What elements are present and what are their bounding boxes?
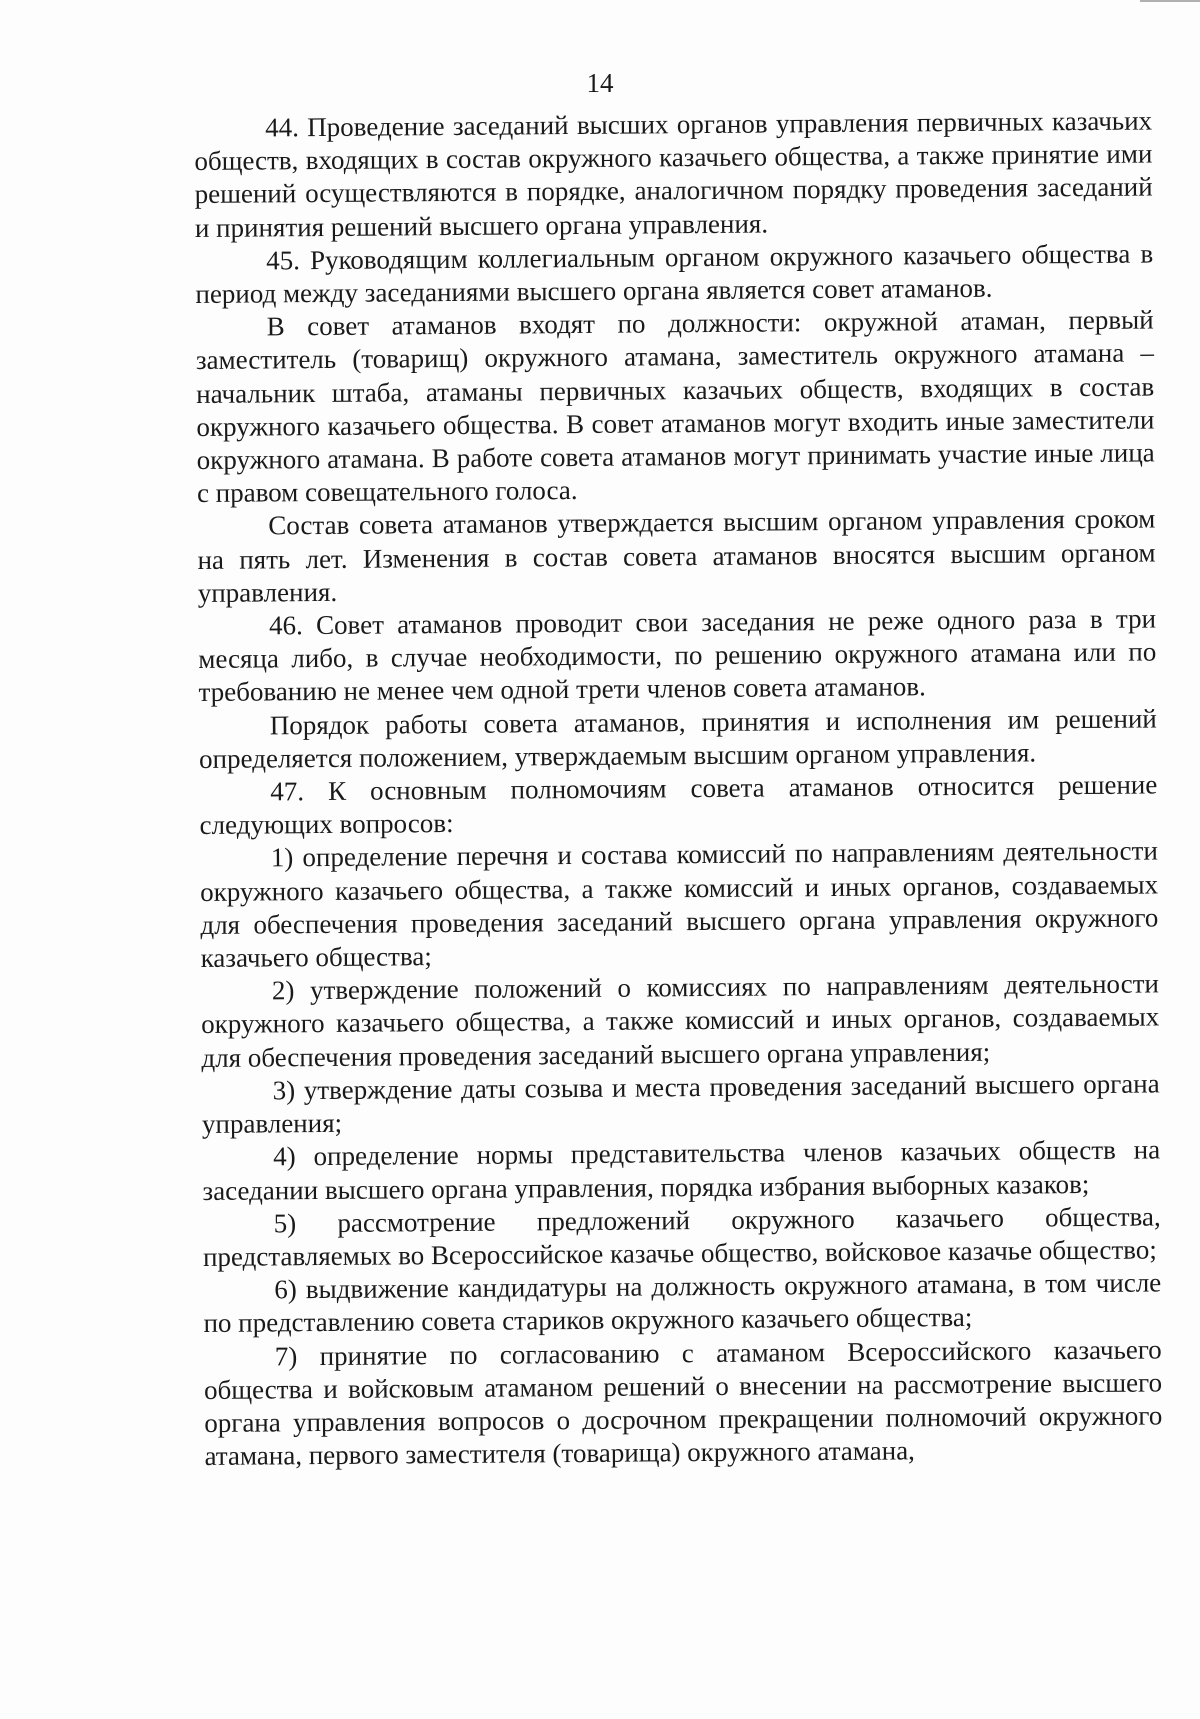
page-number: 14: [586, 68, 614, 98]
list-item-2: 2) утверждение положений о комиссиях по направлениям деятельности окружного казачьего общества, а также комиссий и иных органов, создаваемых для обеспечения проведения заседаний высшего органа управления;: [201, 968, 1160, 1073]
paragraph-council-composition: Состав совета атаманов утверждается высшим органом управления сроком на пять лет. Изменения в состав совета атаманов вносятся высшим органом управления.: [197, 503, 1156, 608]
paragraph-45: 45. Руководящим коллегиальным органом окружного казачьего общества в период между заседаниями высшего органа является совет атаманов.: [195, 238, 1154, 310]
list-item-5: 5) рассмотрение предложений окружного казачьего общества, представляемых во Всероссийское казачье общество, войсковое казачье общество;: [202, 1201, 1161, 1272]
document-body: [194, 104, 1163, 1473]
list-item-4: 4) определение нормы представительства членов казачьих обществ на заседании высшего органа управления, порядка избрания выборных казаков;: [202, 1134, 1161, 1206]
paragraph-46: 46. Совет атаманов проводит свои заседания не реже одного раза в три месяца либо, в случае необходимости, по решению окружного атамана или по требованию не менее чем одной трети членов совета атаманов.: [198, 603, 1157, 708]
scan-edge-mark: [1140, 0, 1200, 2]
paragraph-47: 47. К основным полномочиям совета атаманов относится решение следующих вопросов:: [199, 769, 1158, 841]
list-item-7: 7) принятие по согласованию с атаманом Всероссийского казачьего общества и войсковым атаманом решений о внесении на рассмотрение высшего органа управления вопросов о досрочном прекращении полномочий окружного атамана, первого заместителя (товарища) окружного атамана,: [203, 1333, 1163, 1472]
paragraph-council-members: В совет атаманов входят по должности: окружной атаман, первый заместитель (товарищ) окружного атамана, заместитель окружного атамана – начальник штаба, атаманы первичных казачьих обществ, входящих в состав окружного казачьего общества. В совет атаманов могут входить иные заместители окружного атамана. В работе совета атаманов могут принимать участие иные лица с правом совещательного голоса.: [195, 304, 1155, 509]
list-item-3: 3) утверждение даты созыва и места проведения заседаний высшего органа управления;: [201, 1068, 1160, 1140]
list-item-6: 6) выдвижение кандидатуры на должность окружного атамана, в том числе по представлению совета стариков окружного казачьего общества;: [203, 1267, 1162, 1339]
list-item-1: 1) определение перечня и состава комиссий по направлениям деятельности окружного казачьего общества, а также комиссий и иных органов, создаваемых для обеспечения проведения заседаний высшего органа управления окружного казачьего общества;: [200, 835, 1159, 974]
paragraph-44: 44. Проведение заседаний высших органов управления первичных казачьих обществ, входящих в состав окружного казачьего общества, а также принятие ими решений осуществляются в порядке, аналогичном порядку проведения заседаний и принятия решений высшего органа управления.: [194, 105, 1153, 243]
paragraph-council-procedure: Порядок работы совета атаманов, принятия и исполнения им решений определяется положением, утверждаемым высшим органом управления.: [198, 703, 1157, 774]
